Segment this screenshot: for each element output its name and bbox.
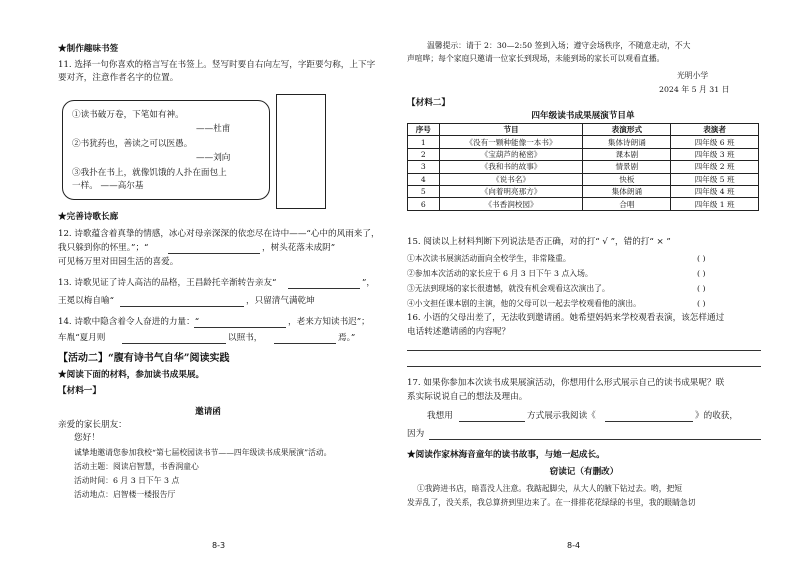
page-number-left: 8-3 xyxy=(212,541,226,550)
letter-invite: 诚挚地邀请您参加我校“第七届校园读书节——四年级读书成果展演”活动。 xyxy=(74,448,332,457)
school-name: 光明小学 xyxy=(677,71,709,80)
essay-line2: 发弄乱了，没关系，我总算挤到里边来了。在一排排花花绿绿的书里，我的眼睛急切 xyxy=(407,498,696,507)
q17-fill-c: 》的收获， xyxy=(695,411,738,421)
q17-form-blank[interactable] xyxy=(459,421,525,422)
table-cell: 《我和书的故事》 xyxy=(439,161,583,173)
quote3-line1: ③我扑在书上，就像饥饿的人扑在面包上 xyxy=(72,168,227,178)
table-cell: 5 xyxy=(408,185,440,197)
table-cell: 四年级 3 班 xyxy=(671,148,759,160)
letter-title: 邀请函 xyxy=(195,407,221,417)
bookmark-drawing-box[interactable] xyxy=(276,94,326,209)
table-header: 表演形式 xyxy=(583,124,671,136)
q15-item-4: ④小文担任课本剧的主演，他的父母可以一起去学校观看他的演出。 xyxy=(407,299,641,308)
q16-line2: 电话转述邀请函的内容呢？ xyxy=(407,327,511,337)
q17-because: 因为 xyxy=(407,429,425,439)
quote1-author: ——杜甫 xyxy=(196,124,231,134)
quote2-text: ②书犹药也，善读之可以医愚。 xyxy=(72,139,193,149)
q13-line1-end: ”， xyxy=(362,278,375,288)
table-cell: 《宝葫芦的秘密》 xyxy=(439,148,583,160)
table-cell: 《没有一颗种能像一本书》 xyxy=(439,136,583,148)
q13-line2-b: ，只留清气满乾坤 xyxy=(246,296,315,306)
table-cell: 集体朗诵 xyxy=(583,185,671,197)
tip-line2: 声喧哗；每个家庭只邀请一位家长到现场，未能到场的家长可以观看直播。 xyxy=(407,54,665,63)
table-cell: 1 xyxy=(408,136,440,148)
table-cell: 快板 xyxy=(583,173,671,185)
table-cell: 合唱 xyxy=(583,198,671,210)
table-cell: 四年级 6 班 xyxy=(671,136,759,148)
q15-answer-paren-1[interactable]: ( ) xyxy=(697,254,706,263)
quote1-text: ①读书破万卷，下笔如有神。 xyxy=(72,110,184,120)
essay-title: 窃读记（有删改） xyxy=(549,467,619,477)
reading-heading: ★阅读作家林海音童年的读书故事，与她一起成长。 xyxy=(407,450,605,460)
q15-item-2: ②参加本次活动的家长应于 6 月 3 日下午 3 点入场。 xyxy=(407,269,593,278)
table-header-row xyxy=(408,124,759,136)
table-row xyxy=(408,161,759,173)
q14-answer-blank-3[interactable] xyxy=(274,343,336,344)
q14-line1-end: ，老来方知读书迟”； xyxy=(288,317,370,327)
table-header: 表演者 xyxy=(671,124,759,136)
q16-answer-line-2[interactable] xyxy=(407,366,761,367)
material2-label: 【材料二】 xyxy=(407,98,450,108)
table-cell: 《说书名》 xyxy=(439,173,583,185)
q15-answer-paren-2[interactable]: ( ) xyxy=(697,269,706,278)
q14-answer-blank-1[interactable] xyxy=(194,327,286,328)
q14-line2-c: 焉。” xyxy=(338,333,356,343)
program-table xyxy=(407,123,759,211)
q17-fill-b: 方式展示我阅读《 xyxy=(527,411,596,421)
table-cell: 3 xyxy=(408,161,440,173)
q17-reason-blank[interactable] xyxy=(429,439,761,440)
q12-answer-blank[interactable] xyxy=(168,253,260,254)
right-page xyxy=(397,0,794,561)
table-row xyxy=(408,136,759,148)
q15-item-1: ①本次读书展演活动面向全校学生，非常隆重。 xyxy=(407,254,571,263)
q17-line1: 17. 如果你参加本次读书成果展演活动，你想用什么形式展示自己的读书成果呢？联 xyxy=(407,378,725,388)
table-header: 节目 xyxy=(439,124,583,136)
table-cell: 四年级 5 班 xyxy=(671,173,759,185)
table-cell: 课本剧 xyxy=(583,148,671,160)
table-cell: 6 xyxy=(408,198,440,210)
q15-item-3: ③无法到现场的家长很遗憾，就没有机会观看这次演出了。 xyxy=(407,284,610,293)
letter-hello: 您好！ xyxy=(74,433,100,443)
table-caption: 四年级读书成果展演节目单 xyxy=(531,111,635,121)
table-row xyxy=(408,173,759,185)
letter-topic: 活动主题：阅读启智慧，书香润童心 xyxy=(74,462,199,471)
q12-line2-a: 我只躲到你的怀里。”；“ xyxy=(58,243,149,253)
table-cell: 2 xyxy=(408,148,440,160)
activity2-heading: 【活动二】“腹有诗书气自华”阅读实践 xyxy=(58,353,230,364)
table-cell: 情景剧 xyxy=(583,161,671,173)
q13-line2-a: 王冕以梅自喻“ xyxy=(58,296,114,306)
table-cell: 四年级 4 班 xyxy=(671,185,759,197)
quote3-line2: 一样。 ——高尔基 xyxy=(72,181,144,191)
essay-line1: ①我跨进书店，暗喜没人注意。我踮起脚尖，从大人的腋下钻过去。哟，把短 xyxy=(417,484,683,493)
q11-line1: 11. 选择一句你喜欢的格言写在书签上。竖写时要自右向左写，字距要匀称，上下字 xyxy=(58,60,376,70)
table-cell: 《向着明亮那方》 xyxy=(439,185,583,197)
q12-line1: 12. 诗歌蕴含着真挚的情感，冰心对母亲深深的依恋尽在诗中——“心中的风雨来了， xyxy=(58,229,380,239)
letter-time: 活动时间：6 月 3 日下午 3 点 xyxy=(74,476,180,485)
q16-line1: 16. 小语的父母出差了，无法收到邀请函。她希望妈妈来学校观看表演，该怎样通过 xyxy=(407,313,725,323)
table-row xyxy=(408,185,759,197)
q12-line2-b: ，树头花落未成阴” xyxy=(262,243,336,253)
q14-line1: 14. 诗歌中隐含着令人奋进的力量：“ xyxy=(58,317,200,327)
letter-greeting: 亲爱的家长朋友： xyxy=(58,420,127,430)
tip-line1: 温馨提示：请于 2：30—2:50 签到入场；遵守会场秩序，不随意走动，不大 xyxy=(427,41,691,50)
quote2-author: ——刘向 xyxy=(196,153,231,163)
q13-line1: 13. 诗歌见证了诗人高洁的品格，王昌龄托辛渐转告亲友“ xyxy=(58,278,277,288)
letter-date: 2024 年 5 月 31 日 xyxy=(659,85,730,94)
instruction: ★阅读下面的材料，参加读书成果展。 xyxy=(58,370,205,380)
q14-line2-a: 车胤“夏月则 xyxy=(58,333,106,343)
material1-label: 【材料一】 xyxy=(58,386,101,396)
table-header: 序号 xyxy=(408,124,440,136)
table-cell: 4 xyxy=(408,173,440,185)
q14-answer-blank-2[interactable] xyxy=(122,343,226,344)
table-cell: 集体诗朗诵 xyxy=(583,136,671,148)
q17-book-blank[interactable] xyxy=(605,421,693,422)
q11-line2: 要对齐，注意作者名字的位置。 xyxy=(58,73,179,83)
table-cell: 四年级 2 班 xyxy=(671,161,759,173)
table-cell: 四年级 1 班 xyxy=(671,198,759,210)
q15-answer-paren-3[interactable]: ( ) xyxy=(697,284,706,293)
section-bookmark-heading: ★制作趣味书签 xyxy=(58,44,119,54)
q13-answer-blank-1[interactable] xyxy=(288,288,360,289)
q16-answer-line-1[interactable] xyxy=(407,350,761,351)
q14-line2-b: 以照书， xyxy=(228,333,263,343)
q13-answer-blank-2[interactable] xyxy=(120,306,244,307)
table-row xyxy=(408,148,759,160)
page-number-right: 8-4 xyxy=(567,541,581,550)
letter-place: 活动地点：启智楼一楼报告厅 xyxy=(74,490,176,499)
q12-line3: 可见杨万里对田园生活的喜爱。 xyxy=(58,257,179,267)
section-poetry-heading: ★完善诗歌长廊 xyxy=(58,212,119,222)
table-row xyxy=(408,198,759,210)
q17-fill-a: 我想用 xyxy=(427,411,453,421)
q15-stem: 15. 阅读以上材料判断下列说法是否正确，对的打“ √ ”，错的打“ × ” xyxy=(407,237,671,247)
q15-answer-paren-4[interactable]: ( ) xyxy=(697,299,706,308)
table-cell: 《书香润校园》 xyxy=(439,198,583,210)
q17-line2: 系实际说说自己的想法及理由。 xyxy=(407,392,528,402)
